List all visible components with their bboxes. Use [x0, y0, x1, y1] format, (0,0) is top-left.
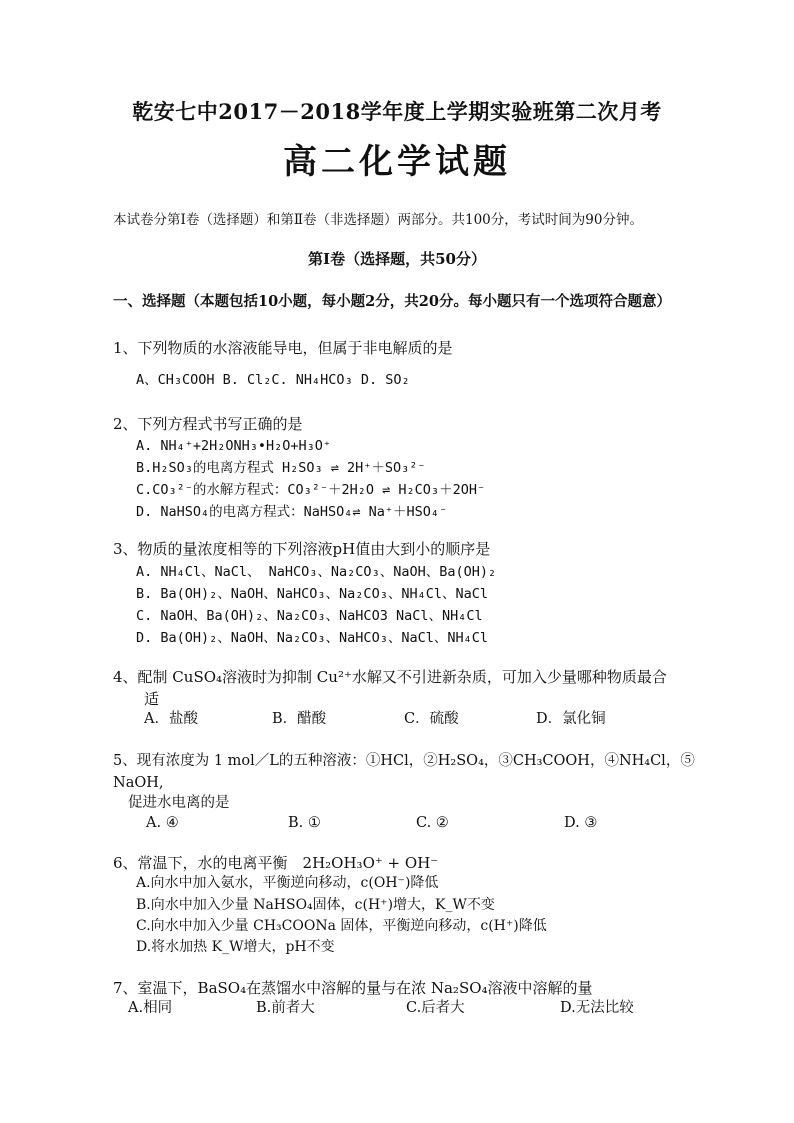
question-1-stem: 1、下列物质的水溶液能导电，但属于非电解质的是: [113, 339, 453, 357]
question-6-option-c: C.向水中加入少量 CH₃COONa 固体，平衡逆向移动，c(H⁺)降低: [136, 918, 547, 934]
question-6-option-d: D.将水加热 K_W增大，pH不变: [136, 939, 335, 955]
question-4-stem-cont: 适: [144, 690, 160, 708]
section-title: 一、选择题（本题包括10小题，每小题2分，共20分。每小题只有一个选项符合题意）: [113, 293, 671, 310]
question-3-option-d: D. Ba(OH)₂、NaOH、Na₂CO₃、NaHCO₃、NaCl、NH₄Cl: [136, 630, 488, 646]
question-3-option-a: A. NH₄Cl、NaCl、 NaHCO₃、Na₂CO₃、NaOH、Ba(OH)₂: [136, 564, 497, 580]
part-title: 第Ⅰ卷（选择题，共50分）: [308, 250, 486, 268]
question-3-stem: 3、物质的量浓度相等的下列溶液pH值由大到小的顺序是: [113, 540, 491, 558]
question-4-option-a: A．盐酸: [144, 711, 198, 727]
question-7-stem: 7、室温下，BaSO₄在蒸馏水中溶解的量与在浓 Na₂SO₄溶液中溶解的量: [113, 979, 593, 997]
question-5-option-c: C. ②: [416, 815, 449, 831]
question-5-option-a: A. ④: [146, 815, 179, 831]
question-4-option-b: B．醋酸: [272, 711, 327, 727]
question-2-stem: 2、下列方程式书写正确的是: [113, 415, 303, 433]
question-7-option-d: D.无法比较: [560, 1000, 634, 1016]
exam-intro: 本试卷分第Ⅰ卷（选择题）和第Ⅱ卷（非选择题）两部分。共100分，考试时间为90分钟。: [113, 212, 643, 228]
question-7-option-b: B.前者大: [256, 1000, 315, 1016]
question-2-option-b: B.H₂SO₃的电离方程式 H₂SO₃ ⇌ 2H⁺＋SO₃²⁻: [136, 460, 426, 476]
question-6-option-b: B.向水中加入少量 NaHSO₄固体，c(H⁺)增大，K_W不变: [136, 897, 495, 913]
question-5-option-d: D. ③: [564, 815, 598, 831]
question-4-option-c: C．硫酸: [404, 711, 459, 727]
question-1-options: A、CH₃COOH B. Cl₂C. NH₄HCO₃ D. SO₂: [136, 372, 410, 388]
question-2-option-d: D. NaHSO₄的电离方程式：NaHSO₄⇌ Na⁺＋HSO₄⁻: [136, 504, 448, 520]
question-2-option-a: A. NH₄⁺+2H₂ONH₃•H₂O+H₃O⁺: [136, 438, 332, 454]
question-7-option-a: A.相同: [128, 1000, 173, 1016]
question-4-stem: 4、配制 CuSO₄溶液时为抑制 Cu²⁺水解又不引进新杂质，可加入少量哪种物质最合: [113, 668, 667, 686]
question-5-option-b: B. ①: [288, 815, 321, 831]
question-5-stem-cont: NaOH,: [113, 775, 164, 791]
question-5-stem-cont2: 促进水电离的是: [128, 795, 230, 811]
school-header: 乾安七中2017－2018学年度上学期实验班第二次月考: [132, 99, 662, 124]
question-2-option-c: C.CO₃²⁻的水解方程式：CO₃²⁻＋2H₂O ⇌ H₂CO₃＋2OH⁻: [136, 482, 486, 498]
exam-title: 高二化学试题: [283, 142, 511, 182]
question-4-option-d: D．氯化铜: [536, 711, 606, 727]
question-6-option-a: A.向水中加入氨水，平衡逆向移动，c(OH⁻)降低: [136, 875, 439, 891]
question-7-option-c: C.后者大: [406, 1000, 465, 1016]
question-3-option-b: B. Ba(OH)₂、NaOH、NaHCO₃、Na₂CO₃、NH₄Cl、NaCl: [136, 586, 488, 602]
question-5-stem: 5、现有浓度为 1 mol／L的五种溶液：①HCl，②H₂SO₄，③CH₃COOH，④NH₄Cl，⑤: [113, 753, 695, 769]
question-6-stem: 6、常温下，水的电离平衡 2H₂OH₃O⁺ + OH⁻: [113, 854, 439, 872]
question-3-option-c: C. NaOH、Ba(OH)₂、Na₂CO₃、NaHCO3 NaCl、NH₄Cl: [136, 608, 483, 624]
